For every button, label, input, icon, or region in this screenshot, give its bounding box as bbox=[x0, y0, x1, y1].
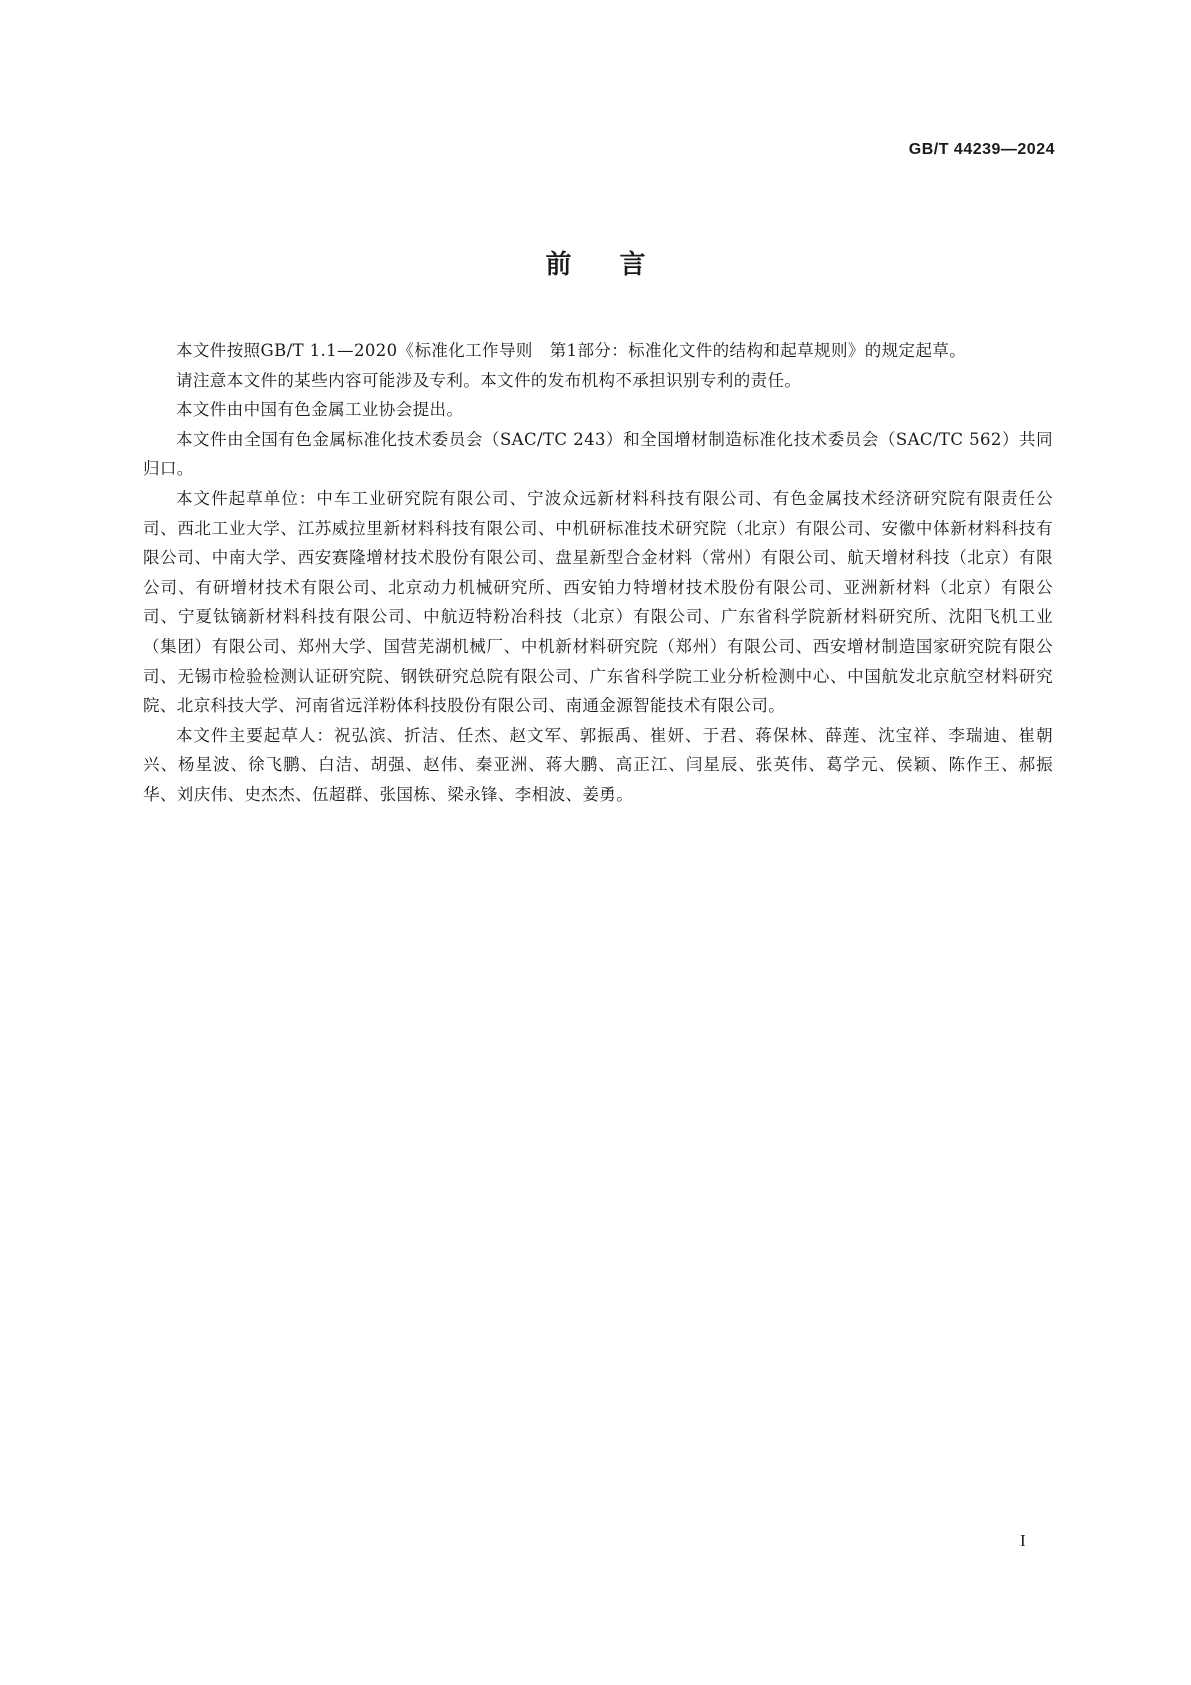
paragraph-main-drafters: 本文件主要起草人：祝弘滨、折洁、任杰、赵文军、郭振禹、崔妍、于君、蒋保林、薛莲、沈宝祥、李瑞迪、崔朝兴、杨星波、徐飞鹏、白洁、胡强、赵伟、秦亚洲、蒋大鹏、高正江、闫星辰、张英伟、葛学元、侯颖、陈作王、郝振华、刘庆伟、史杰杰、伍超群、张国栋、梁永锋、李相波、姜勇。 bbox=[143, 725, 1053, 804]
foreword-body bbox=[143, 336, 1053, 810]
page-number: I bbox=[1020, 1531, 1026, 1550]
standard-number: GB/T 44239—2024 bbox=[908, 141, 1055, 158]
page-title: 前言 bbox=[545, 250, 694, 280]
paragraph-technical-committee: 本文件由全国有色金属标准化技术委员会（SAC/TC 243）和全国增材制造标准化技术委员会（SAC/TC 562）共同归口。 bbox=[143, 429, 1053, 479]
paragraph-drafting-basis: 本文件按照GB/T 1.1—2020《标准化工作导则 第1部分：标准化文件的结构和起草规则》的规定起草。 bbox=[176, 341, 967, 360]
paragraph-drafting-organizations: 本文件起草单位：中车工业研究院有限公司、宁波众远新材料科技有限公司、有色金属技术经济研究院有限责任公司、西北工业大学、江苏威拉里新材料科技有限公司、中机研标准技术研究院（北京）有限公司、安徽中体新材料科技有限公司、中南大学、西安赛隆增材技术股份有限公司、盘星新型合金材料（常州）有限公司、航天增材科技（北京）有限公司、有研增材技术有限公司、北京动力机械研究所、西安铂力特增材技术股份有限公司、亚洲新材料（北京）有限公司、宁夏钛镝新材料科技有限公司、中航迈特粉冶科技（北京）有限公司、广东省科学院新材料研究所、沈阳飞机工业（集团）有限公司、郑州大学、国营芜湖机械厂、中机新材料研究院（郑州）有限公司、西安增材制造国家研究院有限公司、无锡市检验检测认证研究院、钢铁研究总院有限公司、广东省科学院工业分析检测中心、中国航发北京航空材料研究院、北京科技大学、河南省远洋粉体科技股份有限公司、南通金源智能技术有限公司。 bbox=[143, 488, 1053, 716]
paragraph-patent-notice: 请注意本文件的某些内容可能涉及专利。本文件的发布机构不承担识别专利的责任。 bbox=[176, 370, 802, 390]
paragraph-proposer: 本文件由中国有色金属工业协会提出。 bbox=[176, 400, 464, 420]
